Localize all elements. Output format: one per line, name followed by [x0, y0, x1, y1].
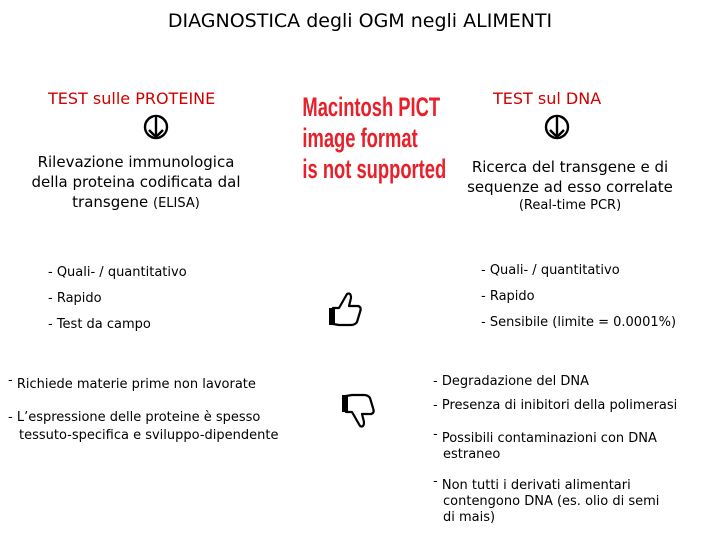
protein-method-line1: Rilevazione immunologica [37, 153, 235, 171]
list-item-line: Non tutti i derivati alimentari [441, 478, 631, 493]
thumbs-up-icon [325, 288, 365, 328]
bullet-dash: - [433, 374, 438, 389]
protein-con-2 [8, 409, 278, 445]
protein-method [0, 152, 272, 213]
placeholder-line1: Macintosh PICT [302, 92, 441, 122]
bullet-dash: - [8, 410, 13, 425]
list-item: - Rapido [48, 291, 102, 306]
bullet-dash: - [433, 474, 438, 489]
dna-con-4 [433, 474, 659, 526]
dna-method-pcr: (Real-time PCR) [518, 198, 622, 213]
list-item: - Rapido [481, 289, 535, 304]
list-item-line: contengono DNA (es. olio di semi [443, 494, 660, 509]
dna-method-line1: Ricerca del transgene e di [471, 158, 669, 176]
page-title: DIAGNOSTICA degli OGM negli ALIMENTI [167, 10, 553, 32]
protein-method-line3 [0, 192, 272, 213]
list-item: Presenza di inibitori della polimerasi [441, 398, 678, 413]
down-arrow-icon [543, 112, 571, 142]
dna-con-1 [433, 373, 589, 391]
dna-method-line2: sequenze ad esso correlate [467, 178, 673, 196]
dna-con-2 [433, 397, 677, 415]
unsupported-image-placeholder [302, 92, 447, 185]
placeholder-line3: is not supported [302, 154, 447, 184]
placeholder-line2: image format [302, 123, 418, 153]
list-item-line: Possibili contaminazioni con DNA [441, 431, 657, 446]
bullet-dash: - [8, 373, 13, 388]
list-item-line: L’espressione delle proteine è spesso [16, 410, 261, 425]
bullet-dash: - [433, 398, 438, 413]
down-arrow-icon [142, 112, 170, 142]
list-item-line: tessuto-specifica e sviluppo-dipendente [19, 428, 279, 443]
protein-con-1 [8, 372, 256, 394]
protein-method-line3-a: transgene [72, 193, 153, 211]
dna-pros-list [481, 258, 676, 336]
list-item: - Sensibile (limite = 0.0001%) [481, 315, 677, 330]
protein-method-line2: della proteina codificata dal [31, 173, 241, 191]
dna-method [440, 157, 700, 215]
protein-test-header: TEST sulle PROTEINE [48, 89, 216, 108]
dna-test-header: TEST sul DNA [493, 89, 602, 108]
list-item: - Quali- / quantitativo [48, 265, 187, 280]
list-item: Richiede materie prime non lavorate [16, 377, 256, 392]
bullet-dash: - [433, 427, 438, 442]
protein-method-elisa: (ELISA) [153, 196, 200, 211]
thumbs-down-icon [338, 392, 378, 432]
list-item: Degradazione del DNA [441, 374, 590, 389]
dna-con-3 [433, 427, 657, 463]
list-item-line: di mais) [443, 510, 496, 525]
protein-pros-list [48, 260, 187, 338]
list-item-line: estraneo [443, 447, 501, 462]
list-item: - Quali- / quantitativo [481, 263, 620, 278]
list-item: - Test da campo [48, 317, 151, 332]
